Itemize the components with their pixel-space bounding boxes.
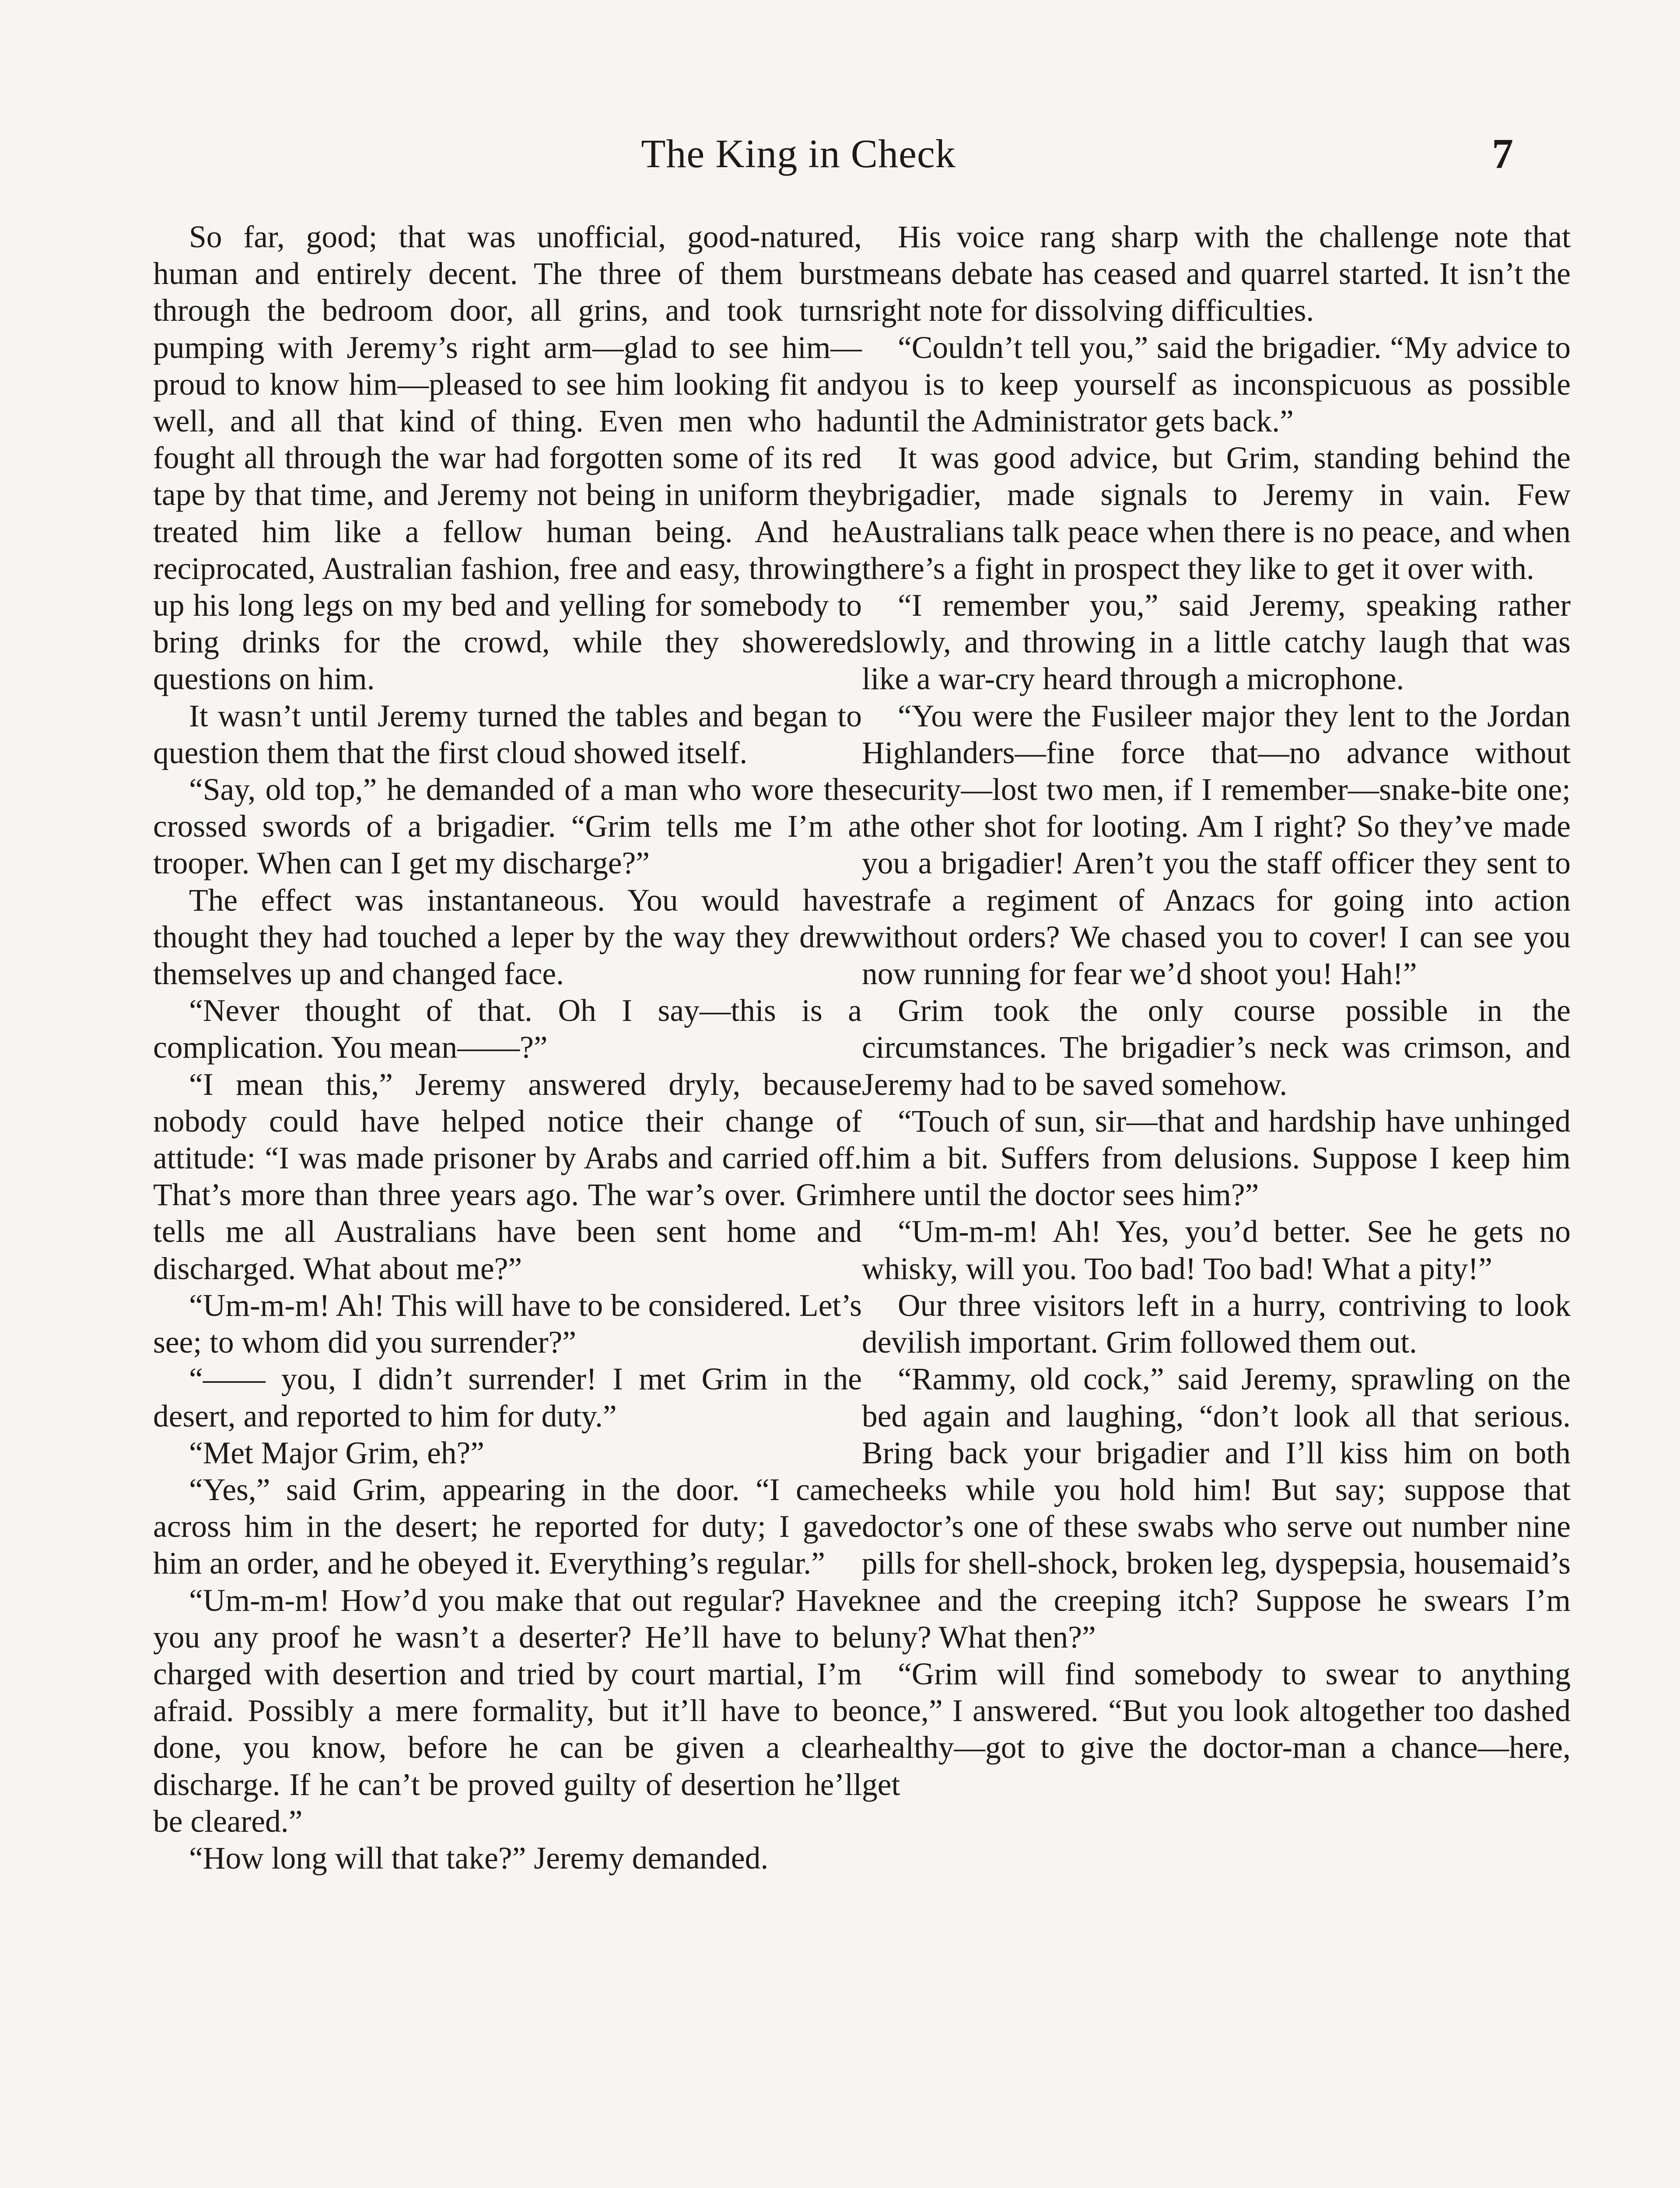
- paragraph: “Um-m-m! How’d you make that out regular? Have you any proof he wasn’t a deserter? He’ll have to be charged with desertion and tried by court martial, I’m afraid. Possibly a mere formality, but it’ll have to be done, you know, before he can be given a clear discharge. If he can’t be proved guilty of desertion he’ll be cleared.”: [153, 1583, 862, 1839]
- paragraph: “I remember you,” said Jeremy, speaking rather slowly, and throwing in a little catchy laugh that was like a war-cry heard through a microphone.: [862, 588, 1571, 697]
- left-column: [153, 219, 862, 1877]
- paragraph: It was good advice, but Grim, standing behind the brigadier, made signals to Jeremy in vain. Few Australians talk peace when there is no peace, and when there’s a fight in prospect they like to get it over with.: [862, 441, 1571, 586]
- paragraph: “—— you, I didn’t surrender! I met Grim in the desert, and reported to him for duty.”: [153, 1362, 862, 1434]
- paragraph: “I mean this,” Jeremy answered dryly, because nobody could have helped notice their change of attitude: “I was made prisoner by Arabs and carried off. That’s more than three years ago. The war’s over. Grim tells me all Australians have been sent home and discharged. What about me?”: [153, 1067, 862, 1286]
- paragraph: Our three visitors left in a hurry, contriving to look devilish important. Grim followed them out.: [862, 1288, 1571, 1360]
- page-number: 7: [1492, 130, 1513, 178]
- paragraph: “Um-m-m! Ah! Yes, you’d better. See he gets no whisky, will you. Too bad! Too bad! What a pity!”: [862, 1214, 1571, 1286]
- running-title: The King in Check: [641, 131, 956, 176]
- paragraph: “Couldn’t tell you,” said the brigadier. “My advice to you is to keep yourself as inconspicuous as possible until the Administrator gets back.”: [862, 330, 1571, 439]
- paragraph: “Never thought of that. Oh I say—this is a complication. You mean——?”: [153, 993, 862, 1065]
- paragraph: “Grim will find somebody to swear to anything once,” I answered. “But you look altogether too dashed healthy—got to give the doctor-man a chance—here, get: [862, 1656, 1571, 1802]
- paragraph: “How long will that take?” Jeremy demanded.: [189, 1841, 769, 1876]
- right-column: [862, 219, 1571, 1803]
- paragraph: “Yes,” said Grim, appearing in the door. “I came across him in the desert; he reported for duty; I gave him an order, and he obeyed it. Everything’s regular.”: [153, 1472, 862, 1581]
- paragraph: Grim took the only course possible in the circumstances. The brigadier’s neck was crimson, and Jeremy had to be saved somehow.: [862, 993, 1571, 1102]
- paragraph: “You were the Fusileer major they lent to the Jordan Highlanders—fine force that—no advance without security—lost two men, if I remember—snake-bite one; the other shot for looting. Am I right? So they’ve made you a brigadier! Aren’t you the staff officer they sent to strafe a regiment of Anzacs for going into action without orders? We chased you to cover! I can see you now running for fear we’d shoot you! Hah!”: [862, 698, 1571, 992]
- paragraph: “Um-m-m! Ah! This will have to be considered. Let’s see; to whom did you surrender?”: [153, 1288, 862, 1360]
- paragraph: “Touch of sun, sir—that and hardship have unhinged him a bit. Suffers from delusions. Suppose I keep him here until the doctor sees him?”: [862, 1104, 1571, 1213]
- paragraph: The effect was instantaneous. You would have thought they had touched a leper by the way they drew themselves up and changed face.: [153, 883, 862, 992]
- paragraph: “Say, old top,” he demanded of a man who wore the crossed swords of a brigadier. “Grim tells me I’m a trooper. When can I get my discharge?”: [153, 772, 862, 881]
- paragraph: “Rammy, old cock,” said Jeremy, sprawling on the bed again and laughing, “don’t look all that serious. Bring back your brigadier and I’ll kiss him on both cheeks while you hold him! But say; suppose that doctor’s one of these swabs who serve out number nine pills for shell-shock, broken leg, dyspepsia, housemaid’s knee and the creeping itch? Suppose he swears I’m luny? What then?”: [862, 1362, 1571, 1655]
- paragraph: So far, good; that was unofficial, good-natured, human and entirely decent. The three of them burst through the bedroom door, all grins, and took turns pumping with Jeremy’s right arm—glad to see him—proud to know him—pleased to see him looking fit and well, and all that kind of thing. Even men who had fought all through the war had forgotten some of its red tape by that time, and Jeremy not being in uniform they treated him like a fellow human being. And he reciprocated, Australian fashion, free and easy, throwing up his long legs on my bed and yelling for somebody to bring drinks for the crowd, while they showered questions on him.: [153, 220, 862, 697]
- paragraph: “Met Major Grim, eh?”: [189, 1435, 485, 1470]
- paragraph: His voice rang sharp with the challenge note that means debate has ceased and quarrel started. It isn’t the right note for dissolving difficulties.: [862, 220, 1571, 328]
- paragraph: It wasn’t until Jeremy turned the tables and began to question them that the first cloud showed itself.: [153, 698, 862, 770]
